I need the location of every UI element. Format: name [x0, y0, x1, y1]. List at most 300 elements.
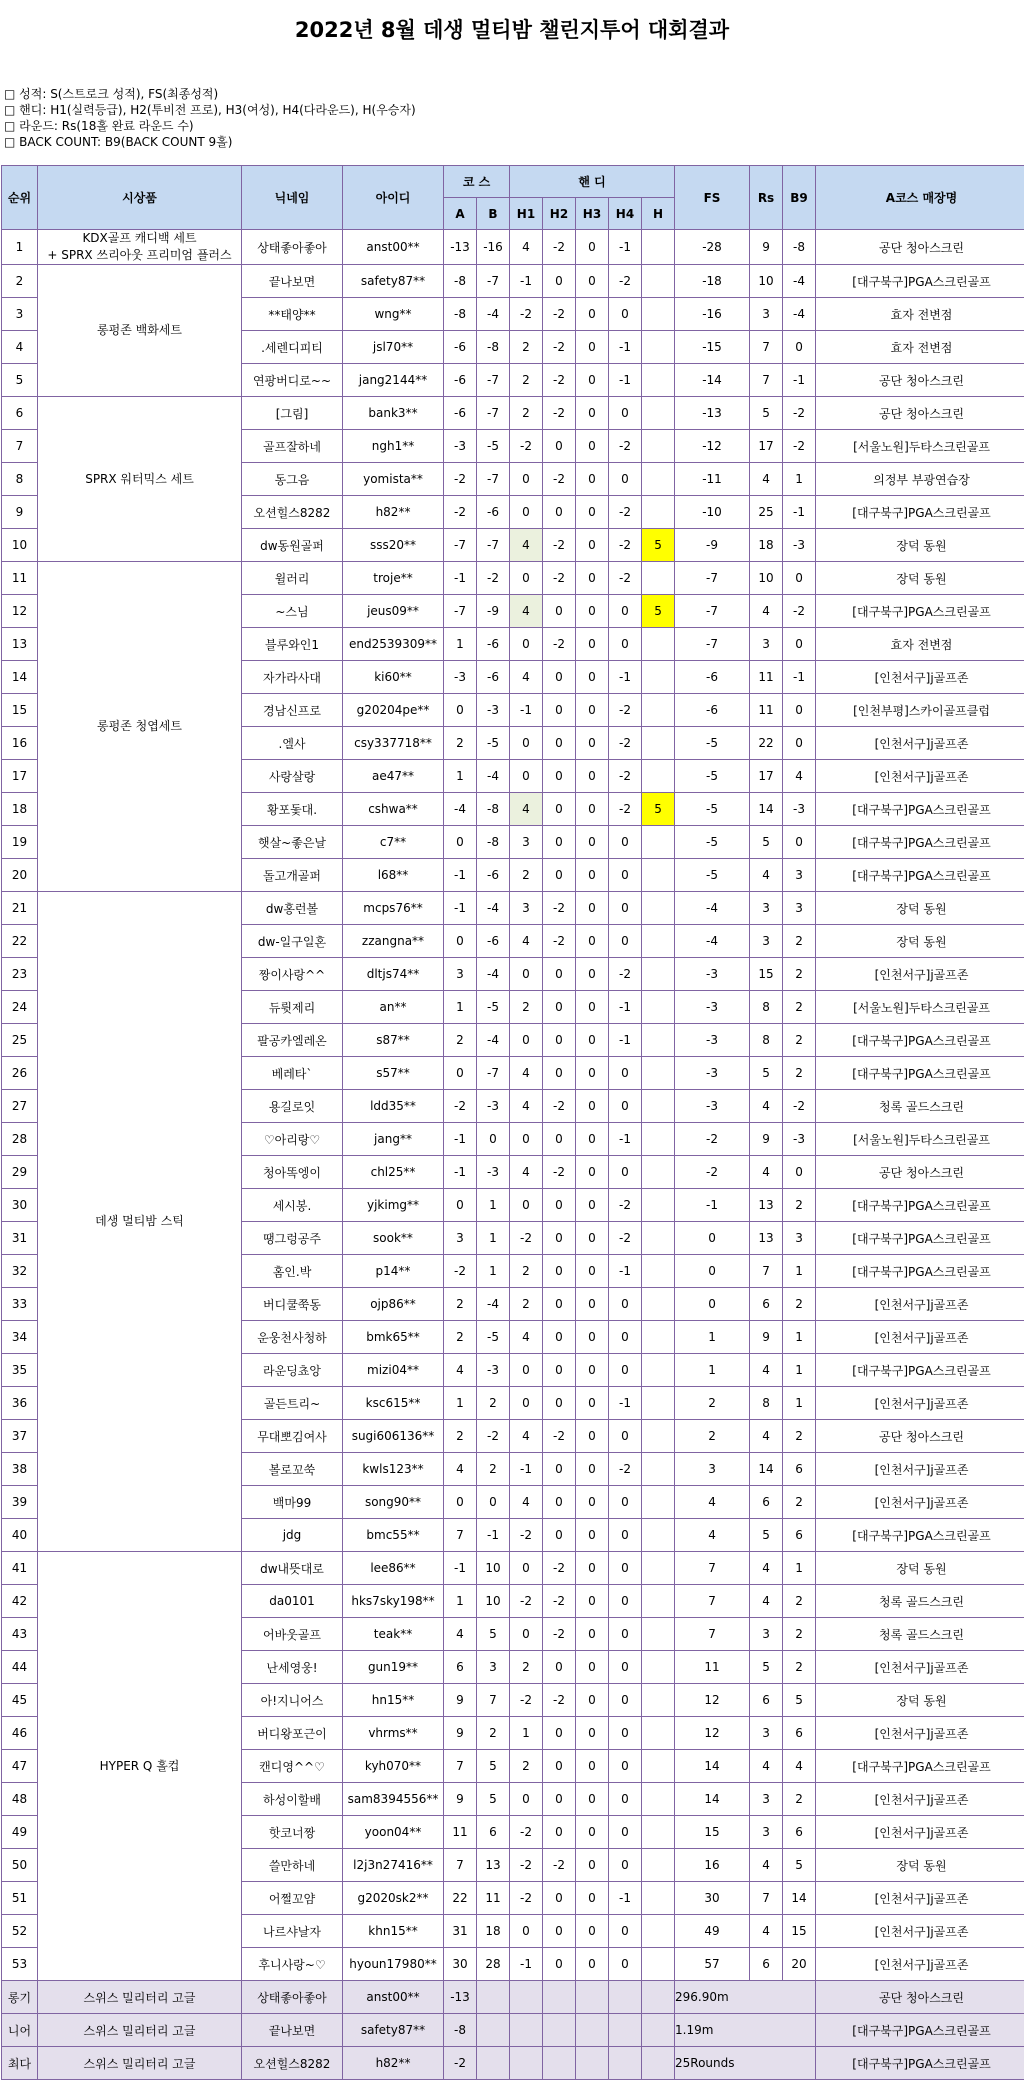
award-id: h82**: [343, 2047, 444, 2080]
cell-h2: 0: [543, 859, 576, 892]
cell-id: yjkimg**: [343, 1189, 444, 1222]
cell-h: [642, 1585, 675, 1618]
cell-store: [대구북구]PGA스크린골프: [816, 859, 1024, 892]
cell-id: yomista**: [343, 463, 444, 496]
cell-h2: 0: [543, 496, 576, 529]
cell-store: [인천서구]j골프존: [816, 727, 1024, 760]
cell-h4: 0: [609, 1618, 642, 1651]
cell-b: -7: [477, 1057, 510, 1090]
cell-id: g2020sk2**: [343, 1882, 444, 1915]
cell-store: [대구북구]PGA스크린골프: [816, 1189, 1024, 1222]
cell-h2: 0: [543, 1882, 576, 1915]
cell-rank: 31: [2, 1222, 38, 1255]
cell-h1: -2: [510, 1222, 543, 1255]
cell-fs: -7: [675, 562, 750, 595]
cell-fs: -3: [675, 1024, 750, 1057]
cell-h2: -2: [543, 562, 576, 595]
cell-nickname: 어쩔꼬얌: [242, 1882, 343, 1915]
cell-rank: 11: [2, 562, 38, 595]
cell-fs: 7: [675, 1618, 750, 1651]
cell-h2: -2: [543, 529, 576, 562]
cell-fs: -1: [675, 1189, 750, 1222]
cell-nickname: 핫코너짱: [242, 1816, 343, 1849]
cell-b: -4: [477, 958, 510, 991]
award-empty-cell: [609, 2047, 642, 2080]
cell-b9: 0: [783, 331, 816, 364]
cell-b: 6: [477, 1816, 510, 1849]
cell-h4: -1: [609, 1255, 642, 1288]
cell-h2: -2: [543, 892, 576, 925]
award-empty-cell: [510, 1981, 543, 2014]
cell-id: lee86**: [343, 1552, 444, 1585]
cell-b9: 5: [783, 1684, 816, 1717]
cell-h4: 0: [609, 1783, 642, 1816]
cell-id: jang2144**: [343, 364, 444, 397]
cell-h2: 0: [543, 793, 576, 826]
cell-h2: 0: [543, 826, 576, 859]
cell-b9: -2: [783, 397, 816, 430]
cell-rank: 14: [2, 661, 38, 694]
cell-b9: 14: [783, 1882, 816, 1915]
cell-h2: 0: [543, 1915, 576, 1948]
cell-id: bmc55**: [343, 1519, 444, 1552]
award-empty-cell: [642, 2014, 675, 2047]
award-id: anst00**: [343, 1981, 444, 2014]
cell-b: -6: [477, 496, 510, 529]
cell-h2: 0: [543, 760, 576, 793]
cell-a: 2: [444, 1420, 477, 1453]
cell-h: [642, 1453, 675, 1486]
cell-id: anst00**: [343, 230, 444, 265]
award-row: [2, 2047, 1024, 2080]
cell-b: 2: [477, 1717, 510, 1750]
cell-h1: 2: [510, 1651, 543, 1684]
cell-h1: 4: [510, 1486, 543, 1519]
cell-h3: 0: [576, 628, 609, 661]
cell-a: 9: [444, 1783, 477, 1816]
cell-b: -6: [477, 628, 510, 661]
cell-fs: 7: [675, 1552, 750, 1585]
cell-h4: -1: [609, 991, 642, 1024]
cell-rs: 4: [750, 1090, 783, 1123]
cell-h3: 0: [576, 661, 609, 694]
cell-h3: 0: [576, 1057, 609, 1090]
cell-store: [인천서구]j골프존: [816, 1486, 1024, 1519]
cell-h3: 0: [576, 694, 609, 727]
cell-h: [642, 1156, 675, 1189]
cell-prize: [38, 265, 242, 397]
cell-h3: 0: [576, 1750, 609, 1783]
cell-fs: -6: [675, 661, 750, 694]
cell-b: 10: [477, 1552, 510, 1585]
cell-rank: 45: [2, 1684, 38, 1717]
cell-h4: 0: [609, 1519, 642, 1552]
cell-h: [642, 1717, 675, 1750]
cell-rank: 12: [2, 595, 38, 628]
cell-rank: 13: [2, 628, 38, 661]
cell-b9: -1: [783, 496, 816, 529]
cell-nickname: 베레타`: [242, 1057, 343, 1090]
cell-id: c7**: [343, 826, 444, 859]
cell-rank: 21: [2, 892, 38, 925]
cell-b: -6: [477, 859, 510, 892]
cell-store: [대구북구]PGA스크린골프: [816, 595, 1024, 628]
cell-rank: 40: [2, 1519, 38, 1552]
cell-fs: -5: [675, 826, 750, 859]
header-prize: 시상품: [38, 166, 242, 230]
cell-id: ae47**: [343, 760, 444, 793]
cell-b9: 5: [783, 1849, 816, 1882]
cell-id: gun19**: [343, 1651, 444, 1684]
cell-store: [대구북구]PGA스크린골프: [816, 1222, 1024, 1255]
cell-h3: 0: [576, 958, 609, 991]
cell-b9: -2: [783, 595, 816, 628]
cell-nickname: 라운딩쵸앙: [242, 1354, 343, 1387]
cell-id: jsl70**: [343, 331, 444, 364]
cell-b: -8: [477, 793, 510, 826]
table-row: [2, 1552, 1024, 1585]
cell-h1: 3: [510, 826, 543, 859]
award-result: 1.19m: [675, 2014, 816, 2047]
cell-b9: 6: [783, 1816, 816, 1849]
cell-nickname: 연팡버디로~~: [242, 364, 343, 397]
cell-b: -2: [477, 1420, 510, 1453]
cell-id: vhrms**: [343, 1717, 444, 1750]
cell-rs: 13: [750, 1189, 783, 1222]
cell-a: -1: [444, 1123, 477, 1156]
cell-h3: 0: [576, 1585, 609, 1618]
cell-rs: 4: [750, 463, 783, 496]
cell-h2: 0: [543, 265, 576, 298]
cell-a: 4: [444, 1618, 477, 1651]
cell-h3: 0: [576, 595, 609, 628]
cell-h1: -2: [510, 298, 543, 331]
cell-id: hyoun17980**: [343, 1948, 444, 1981]
cell-h3: 0: [576, 1486, 609, 1519]
cell-id: wng**: [343, 298, 444, 331]
cell-rank: 44: [2, 1651, 38, 1684]
cell-h1: 1: [510, 1717, 543, 1750]
cell-b: 1: [477, 1189, 510, 1222]
cell-fs: 7: [675, 1585, 750, 1618]
cell-rs: 7: [750, 331, 783, 364]
cell-nickname: 경남신프로: [242, 694, 343, 727]
cell-nickname: .세렌디피티: [242, 331, 343, 364]
cell-h2: -2: [543, 1618, 576, 1651]
cell-h4: -2: [609, 793, 642, 826]
cell-nickname: 버디쿨쭉동: [242, 1288, 343, 1321]
cell-h2: -2: [543, 1585, 576, 1618]
cell-fs: 0: [675, 1288, 750, 1321]
cell-b: 2: [477, 1387, 510, 1420]
cell-h3: 0: [576, 230, 609, 265]
cell-id: ksc615**: [343, 1387, 444, 1420]
cell-b9: 1: [783, 1321, 816, 1354]
cell-a: 30: [444, 1948, 477, 1981]
cell-h3: 0: [576, 265, 609, 298]
cell-h4: 0: [609, 925, 642, 958]
cell-b: -3: [477, 1156, 510, 1189]
cell-rs: 3: [750, 1618, 783, 1651]
cell-id: l2j3n27416**: [343, 1849, 444, 1882]
cell-b9: 2: [783, 1024, 816, 1057]
cell-b: -7: [477, 364, 510, 397]
cell-h4: 0: [609, 1288, 642, 1321]
award-empty-cell: [609, 1981, 642, 2014]
cell-h1: 0: [510, 1783, 543, 1816]
cell-id: h82**: [343, 496, 444, 529]
cell-h4: 0: [609, 1057, 642, 1090]
cell-b9: 2: [783, 1057, 816, 1090]
cell-h2: 0: [543, 1816, 576, 1849]
cell-b9: 2: [783, 958, 816, 991]
cell-fs: 1: [675, 1354, 750, 1387]
cell-rs: 10: [750, 562, 783, 595]
cell-h4: 0: [609, 892, 642, 925]
cell-rank: 28: [2, 1123, 38, 1156]
cell-h: [642, 1651, 675, 1684]
cell-h: [642, 661, 675, 694]
header-rank: 순위: [2, 166, 38, 230]
cell-h1: 0: [510, 1618, 543, 1651]
cell-h2: 0: [543, 1453, 576, 1486]
award-result: 296.90m: [675, 1981, 816, 2014]
cell-h: [642, 1552, 675, 1585]
cell-h4: -2: [609, 265, 642, 298]
award-store: [대구북구]PGA스크린골프: [816, 2014, 1024, 2047]
cell-h4: -2: [609, 694, 642, 727]
cell-rank: 26: [2, 1057, 38, 1090]
cell-h: [642, 1618, 675, 1651]
cell-rs: 3: [750, 628, 783, 661]
cell-b9: 1: [783, 1255, 816, 1288]
cell-h3: 0: [576, 892, 609, 925]
cell-rank: 18: [2, 793, 38, 826]
cell-b: -8: [477, 331, 510, 364]
cell-h1: -1: [510, 1948, 543, 1981]
table-row: [2, 892, 1024, 925]
cell-rs: 8: [750, 991, 783, 1024]
cell-h3: 0: [576, 1222, 609, 1255]
cell-b: 18: [477, 1915, 510, 1948]
cell-h: [642, 1321, 675, 1354]
award-empty-cell: [642, 1981, 675, 2014]
cell-a: 4: [444, 1453, 477, 1486]
cell-rs: 6: [750, 1684, 783, 1717]
cell-h3: 0: [576, 364, 609, 397]
cell-a: 2: [444, 1288, 477, 1321]
cell-b9: 2: [783, 991, 816, 1024]
cell-rs: 3: [750, 1717, 783, 1750]
cell-h1: 2: [510, 364, 543, 397]
cell-h4: -2: [609, 727, 642, 760]
award-row: [2, 1981, 1024, 2014]
cell-a: 4: [444, 1354, 477, 1387]
cell-h3: 0: [576, 1882, 609, 1915]
cell-nickname: dw-일구일혼: [242, 925, 343, 958]
cell-a: 1: [444, 1585, 477, 1618]
cell-h: [642, 1948, 675, 1981]
cell-rs: 9: [750, 230, 783, 265]
cell-nickname: dw홍런볼: [242, 892, 343, 925]
cell-b: 11: [477, 1882, 510, 1915]
header-nickname: 닉네임: [242, 166, 343, 230]
cell-store: [대구북구]PGA스크린골프: [816, 1057, 1024, 1090]
cell-nickname: da0101: [242, 1585, 343, 1618]
cell-rank: 42: [2, 1585, 38, 1618]
cell-store: [서울노원]두타스크린골프: [816, 430, 1024, 463]
cell-h: [642, 1057, 675, 1090]
cell-b9: 2: [783, 1420, 816, 1453]
cell-fs: 1: [675, 1321, 750, 1354]
cell-id: sss20**: [343, 529, 444, 562]
cell-rs: 7: [750, 1255, 783, 1288]
cell-h4: -1: [609, 1024, 642, 1057]
cell-a: 0: [444, 694, 477, 727]
cell-h1: 4: [510, 1156, 543, 1189]
cell-b: -7: [477, 463, 510, 496]
header-id: 아이디: [343, 166, 444, 230]
cell-rs: 4: [750, 1585, 783, 1618]
cell-fs: -5: [675, 727, 750, 760]
cell-fs: -3: [675, 1057, 750, 1090]
cell-h2: 0: [543, 1189, 576, 1222]
cell-rs: 17: [750, 760, 783, 793]
cell-id: bank3**: [343, 397, 444, 430]
award-label: 최다: [2, 2047, 38, 2080]
cell-fs: -2: [675, 1123, 750, 1156]
cell-rank: 47: [2, 1750, 38, 1783]
cell-h1: 0: [510, 496, 543, 529]
cell-h: [642, 1519, 675, 1552]
cell-b9: 0: [783, 826, 816, 859]
cell-store: [대구북구]PGA스크린골프: [816, 793, 1024, 826]
cell-a: 11: [444, 1816, 477, 1849]
cell-store: 청록 골드스크린: [816, 1090, 1024, 1123]
cell-rank: 37: [2, 1420, 38, 1453]
cell-fs: -10: [675, 496, 750, 529]
cell-h2: -2: [543, 331, 576, 364]
cell-rs: 11: [750, 661, 783, 694]
award-value: -13: [444, 1981, 477, 2014]
cell-h1: 0: [510, 1024, 543, 1057]
cell-fs: 30: [675, 1882, 750, 1915]
cell-h2: 0: [543, 1222, 576, 1255]
header-h: H: [642, 198, 675, 230]
cell-rs: 4: [750, 1849, 783, 1882]
cell-h: [642, 265, 675, 298]
cell-rank: 33: [2, 1288, 38, 1321]
cell-h3: 0: [576, 463, 609, 496]
cell-h4: -2: [609, 496, 642, 529]
cell-fs: -28: [675, 230, 750, 265]
cell-b: -5: [477, 991, 510, 1024]
cell-h3: 0: [576, 397, 609, 430]
cell-fs: -13: [675, 397, 750, 430]
cell-nickname: 아!지니어스: [242, 1684, 343, 1717]
cell-a: 1: [444, 1387, 477, 1420]
cell-rank: 30: [2, 1189, 38, 1222]
cell-h2: 0: [543, 1717, 576, 1750]
cell-a: -6: [444, 397, 477, 430]
cell-nickname: dw내뜻대로: [242, 1552, 343, 1585]
cell-h: [642, 1849, 675, 1882]
cell-a: 7: [444, 1750, 477, 1783]
award-store: [대구북구]PGA스크린골프: [816, 2047, 1024, 2080]
cell-store: 청록 골드스크린: [816, 1618, 1024, 1651]
cell-h3: 0: [576, 826, 609, 859]
cell-rank: 7: [2, 430, 38, 463]
header-a: A: [444, 198, 477, 230]
cell-store: 공단 청아스크린: [816, 397, 1024, 430]
cell-nickname: 볼로꼬쑥: [242, 1453, 343, 1486]
cell-b: -2: [477, 562, 510, 595]
cell-id: ojp86**: [343, 1288, 444, 1321]
cell-b9: -3: [783, 793, 816, 826]
cell-a: 0: [444, 826, 477, 859]
cell-h: [642, 1420, 675, 1453]
cell-h1: 0: [510, 727, 543, 760]
cell-b: 28: [477, 1948, 510, 1981]
cell-b9: -3: [783, 1123, 816, 1156]
cell-fs: -3: [675, 958, 750, 991]
cell-h2: -2: [543, 298, 576, 331]
cell-a: 22: [444, 1882, 477, 1915]
header-h1: H1: [510, 198, 543, 230]
cell-h2: 0: [543, 1783, 576, 1816]
cell-b: -8: [477, 826, 510, 859]
cell-h: [642, 727, 675, 760]
cell-id: kyh070**: [343, 1750, 444, 1783]
award-store: 공단 청아스크린: [816, 1981, 1024, 2014]
cell-b9: -3: [783, 529, 816, 562]
cell-store: [인천서구]j골프존: [816, 1453, 1024, 1486]
cell-a: 2: [444, 1024, 477, 1057]
cell-b9: 1: [783, 1552, 816, 1585]
cell-store: [인천서구]j골프존: [816, 760, 1024, 793]
cell-rs: 6: [750, 1486, 783, 1519]
cell-h: [642, 1783, 675, 1816]
cell-h4: -1: [609, 661, 642, 694]
cell-h3: 0: [576, 1354, 609, 1387]
cell-nickname: 돌고개골퍼: [242, 859, 343, 892]
cell-id: p14**: [343, 1255, 444, 1288]
cell-h3: 0: [576, 1123, 609, 1156]
cell-nickname: 어바웃골프: [242, 1618, 343, 1651]
cell-b: -4: [477, 1288, 510, 1321]
cell-store: 의정부 부광연습장: [816, 463, 1024, 496]
cell-h: [642, 892, 675, 925]
cell-rs: 7: [750, 364, 783, 397]
header-store: A코스 매장명: [816, 166, 1024, 230]
cell-rs: 4: [750, 595, 783, 628]
cell-b9: 2: [783, 1486, 816, 1519]
cell-rank: 23: [2, 958, 38, 991]
cell-h3: 0: [576, 1420, 609, 1453]
prize-label-line: HYPER Q 홀컵: [99, 1758, 180, 1773]
cell-h3: 0: [576, 1849, 609, 1882]
cell-h2: -2: [543, 1090, 576, 1123]
cell-rank: 2: [2, 265, 38, 298]
cell-rank: 50: [2, 1849, 38, 1882]
cell-fs: 3: [675, 1453, 750, 1486]
cell-rs: 15: [750, 958, 783, 991]
prize-label-line: + SPRX 쓰리아웃 프리미엄 플러스: [47, 248, 232, 262]
cell-fs: -18: [675, 265, 750, 298]
cell-h3: 0: [576, 1684, 609, 1717]
page-title: 2022년 8월 데생 멀티밤 챌린지투어 대회결과: [294, 18, 730, 42]
cell-rank: 15: [2, 694, 38, 727]
